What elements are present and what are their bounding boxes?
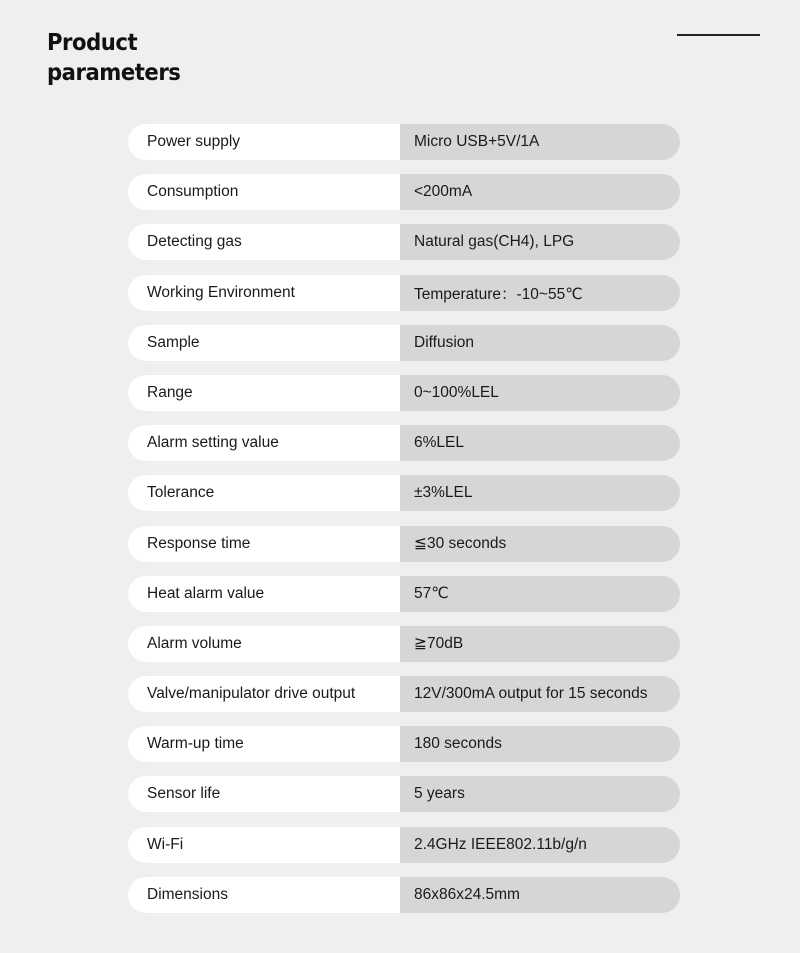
parameter-label: Alarm volume bbox=[128, 626, 400, 662]
decorative-line bbox=[677, 34, 760, 36]
table-row bbox=[128, 124, 680, 160]
parameter-label: Response time bbox=[128, 526, 400, 562]
parameter-value: ≦30 seconds bbox=[400, 526, 680, 562]
parameter-label: Detecting gas bbox=[128, 224, 400, 260]
parameter-label: Power supply bbox=[128, 124, 400, 160]
table-row bbox=[128, 425, 680, 461]
table-row bbox=[128, 325, 680, 361]
parameter-label: Wi-Fi bbox=[128, 827, 400, 863]
parameter-label: Heat alarm value bbox=[128, 576, 400, 612]
parameter-value: 180 seconds bbox=[400, 726, 680, 762]
parameter-label: Warm-up time bbox=[128, 726, 400, 762]
parameter-value: 5 years bbox=[400, 776, 680, 812]
parameter-value: 0~100%LEL bbox=[400, 375, 680, 411]
page-title-line-2: parameters bbox=[47, 60, 181, 86]
table-row bbox=[128, 877, 680, 913]
parameter-label: Dimensions bbox=[128, 877, 400, 913]
parameter-value: Temperature：-10~55℃ bbox=[400, 275, 680, 311]
parameter-value: 2.4GHz IEEE802.11b/g/n bbox=[400, 827, 680, 863]
table-row bbox=[128, 224, 680, 260]
parameter-value: 6%LEL bbox=[400, 425, 680, 461]
parameter-value: 86x86x24.5mm bbox=[400, 877, 680, 913]
table-row bbox=[128, 626, 680, 662]
parameter-value: Diffusion bbox=[400, 325, 680, 361]
parameter-value: 57℃ bbox=[400, 576, 680, 612]
parameter-value: <200mA bbox=[400, 174, 680, 210]
table-row bbox=[128, 375, 680, 411]
table-row bbox=[128, 174, 680, 210]
parameter-value: ±3%LEL bbox=[400, 475, 680, 511]
parameter-label: Tolerance bbox=[128, 475, 400, 511]
table-row bbox=[128, 776, 680, 812]
table-row bbox=[128, 676, 680, 712]
table-row bbox=[128, 526, 680, 562]
parameter-value: Natural gas(CH4), LPG bbox=[400, 224, 680, 260]
parameters-table bbox=[128, 124, 680, 927]
table-row bbox=[128, 827, 680, 863]
parameter-label: Sample bbox=[128, 325, 400, 361]
table-row bbox=[128, 726, 680, 762]
parameter-label: Consumption bbox=[128, 174, 400, 210]
parameter-value: ≧70dB bbox=[400, 626, 680, 662]
table-row bbox=[128, 475, 680, 511]
parameter-label: Range bbox=[128, 375, 400, 411]
parameter-label: Sensor life bbox=[128, 776, 400, 812]
parameter-value: 12V/300mA output for 15 seconds bbox=[400, 676, 680, 712]
page-title-line-1: Product bbox=[47, 30, 138, 56]
parameter-label: Working Environment bbox=[128, 275, 400, 311]
table-row bbox=[128, 275, 680, 311]
page-title bbox=[47, 28, 180, 88]
parameter-label: Alarm setting value bbox=[128, 425, 400, 461]
parameter-label: Valve/manipulator drive output bbox=[128, 676, 400, 712]
parameter-value: Micro USB+5V/1A bbox=[400, 124, 680, 160]
table-row bbox=[128, 576, 680, 612]
